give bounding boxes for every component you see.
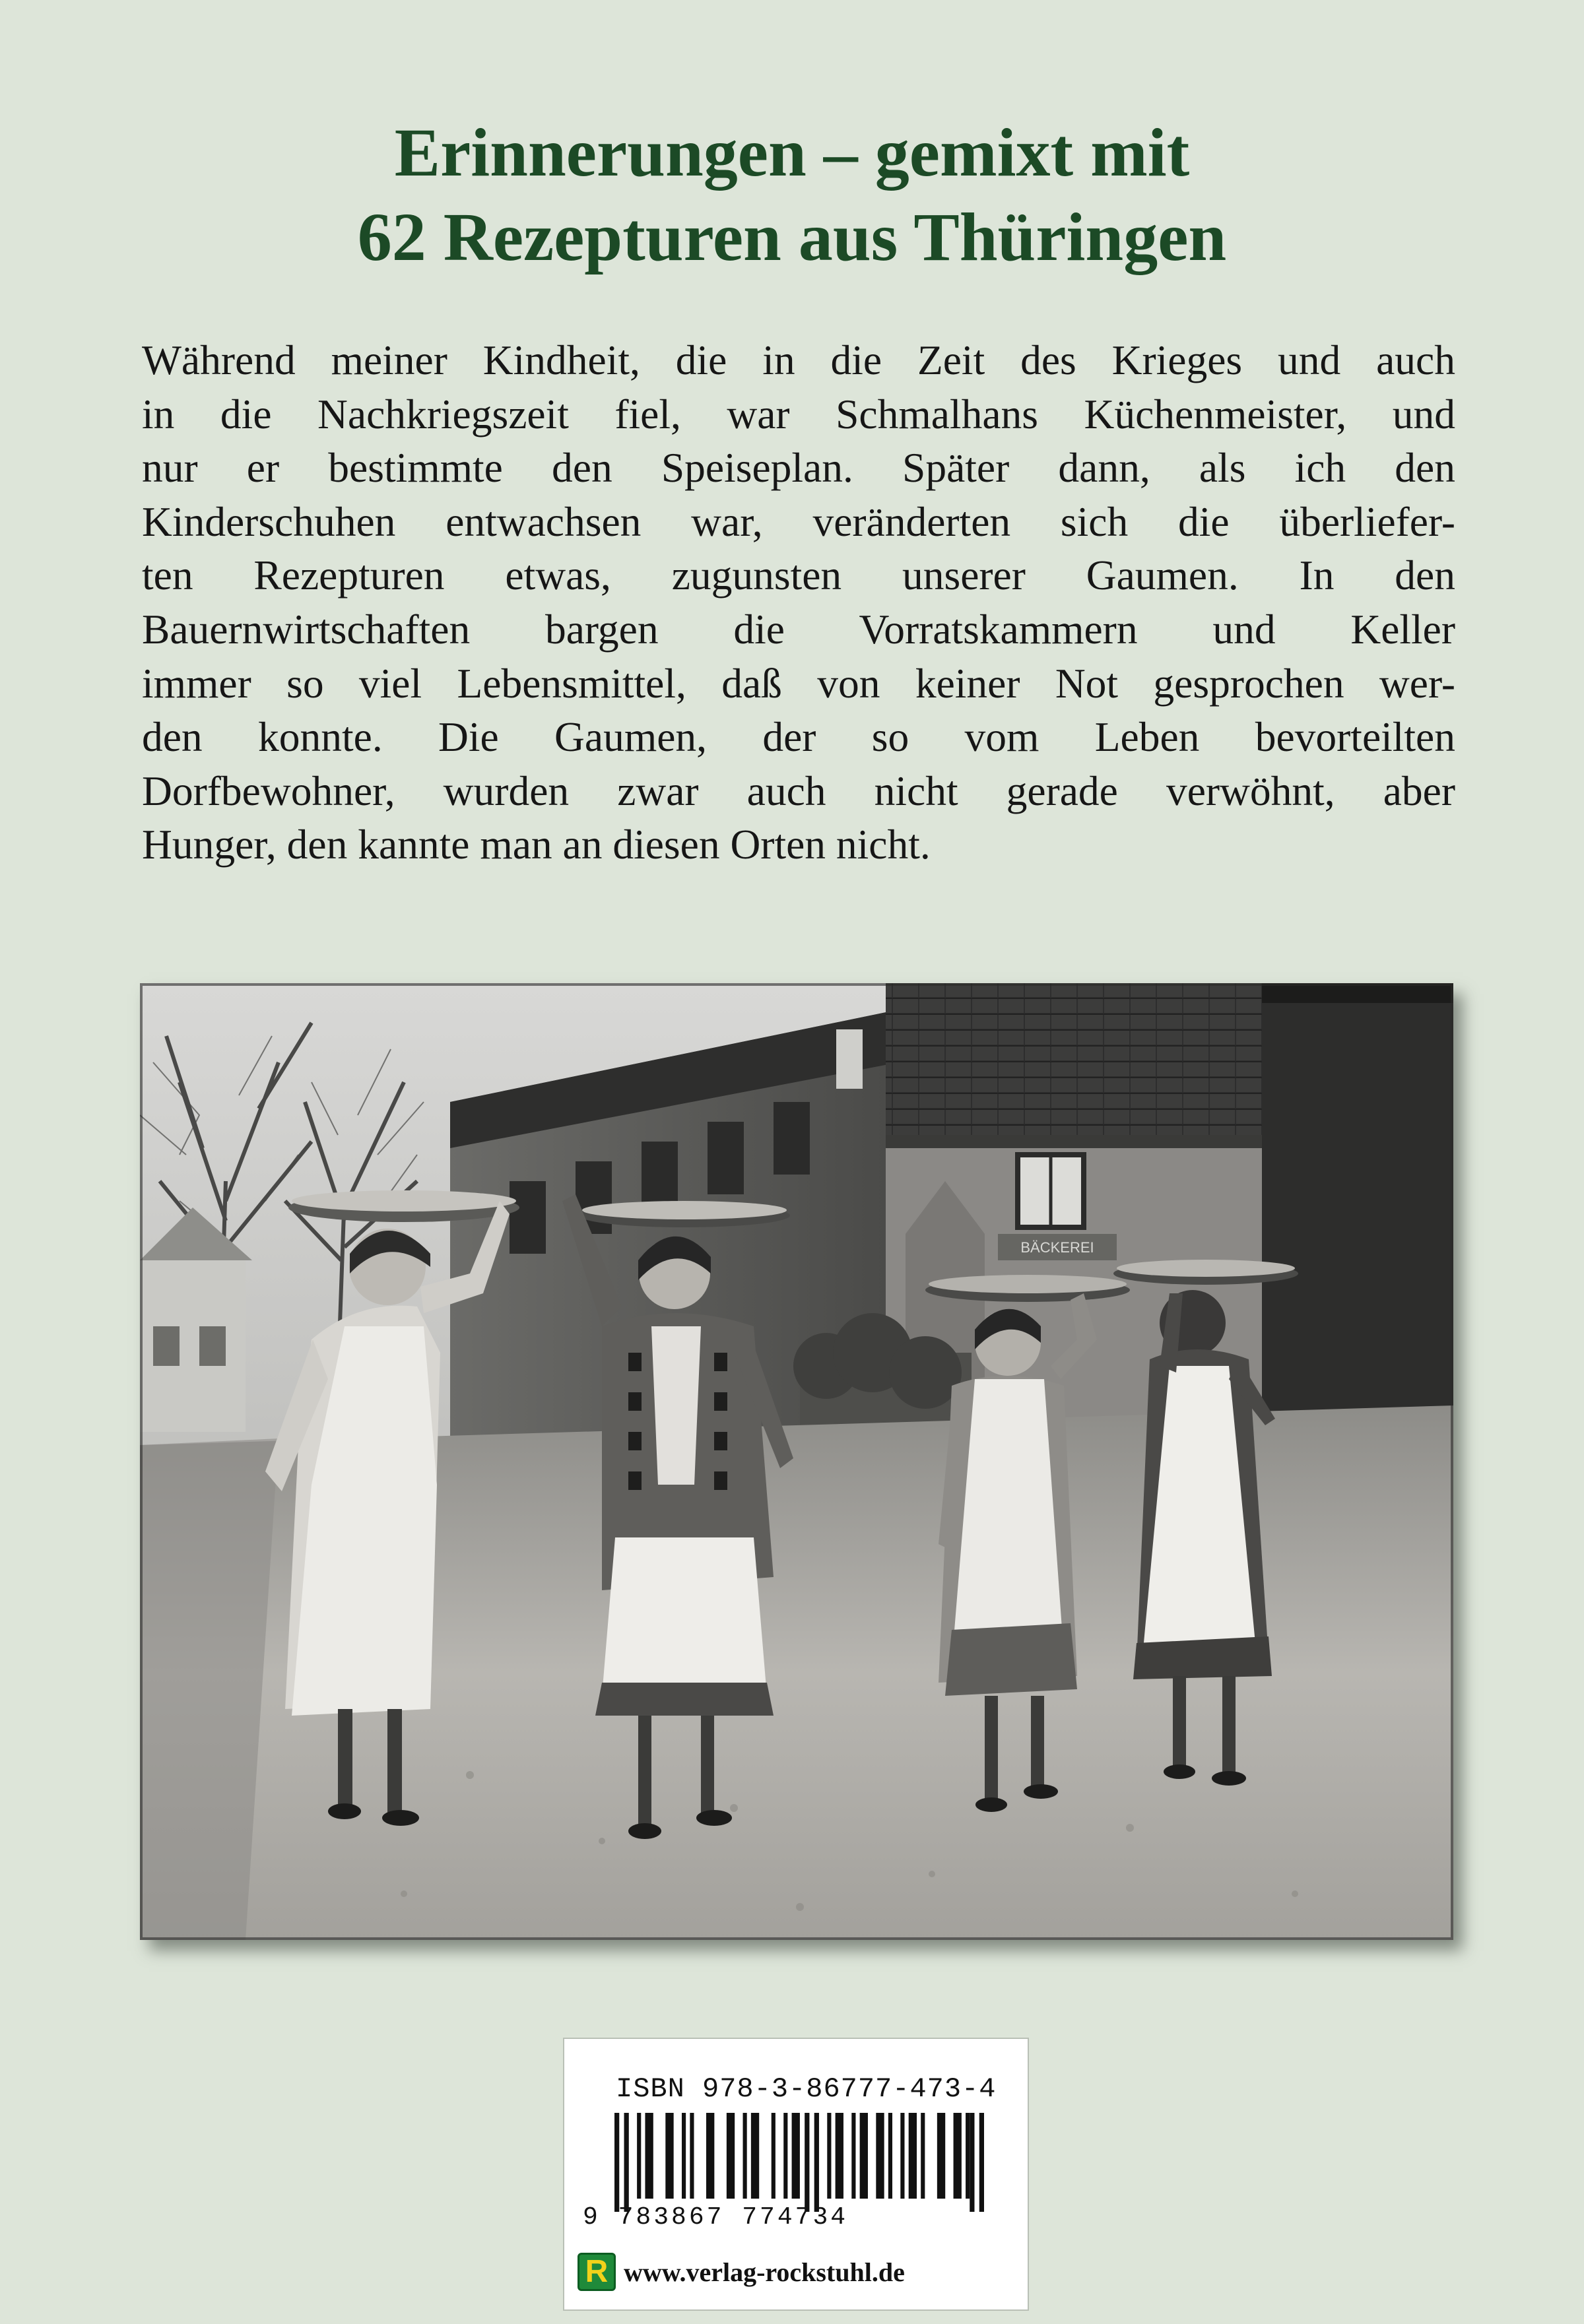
blurb-line: Kinderschuhen entwachsen war, veränderten sich die überliefer- xyxy=(142,498,1455,545)
headline-line-1: Erinnerungen – gemixt mit xyxy=(394,115,1190,191)
ean-barcode xyxy=(614,2113,984,2212)
blurb-line: nur er bestimmte den Speiseplan. Später dann, als ich den xyxy=(142,444,1455,492)
isbn-label: ISBN 978-3-86777-473-4 xyxy=(616,2073,997,2105)
publisher-logo-icon: R xyxy=(578,2253,616,2291)
publisher-url: www.verlag-rockstuhl.de xyxy=(624,2257,905,2287)
blurb-line: den konnte. Die Gaumen, der so vom Leben bevorteilten xyxy=(142,713,1455,761)
blurb-paragraph xyxy=(142,333,1455,872)
blurb-line: Bauernwirtschaften bargen die Vorratskammern und Keller xyxy=(142,605,1455,653)
barcode-number: 9 783867 774734 xyxy=(583,2203,849,2232)
blurb-line: Während meiner Kindheit, die in die Zeit des Krieges und auch xyxy=(142,337,1455,383)
historical-photo xyxy=(140,983,1453,1940)
blurb-line: ten Rezepturen etwas, zugunsten unserer Gaumen. In den xyxy=(142,552,1455,599)
blurb-line: Hunger, den kannte man an diesen Orten nicht. xyxy=(142,821,931,868)
headline-line-2: 62 Rezepturen aus Thüringen xyxy=(357,199,1227,275)
shop-sign: BÄCKEREI xyxy=(1020,1239,1094,1256)
blurb-line: Dorfbewohner, wurden zwar auch nicht gerade verwöhnt, aber xyxy=(142,767,1455,814)
blurb-line: in die Nachkriegszeit fiel, war Schmalhans Küchenmeister, und xyxy=(142,390,1455,437)
isbn-barcode-box xyxy=(563,2038,1029,2311)
publisher-line xyxy=(578,2251,905,2292)
blurb-line: immer so viel Lebensmittel, daß von keiner Not gesprochen wer- xyxy=(142,659,1455,707)
headline xyxy=(0,111,1584,280)
